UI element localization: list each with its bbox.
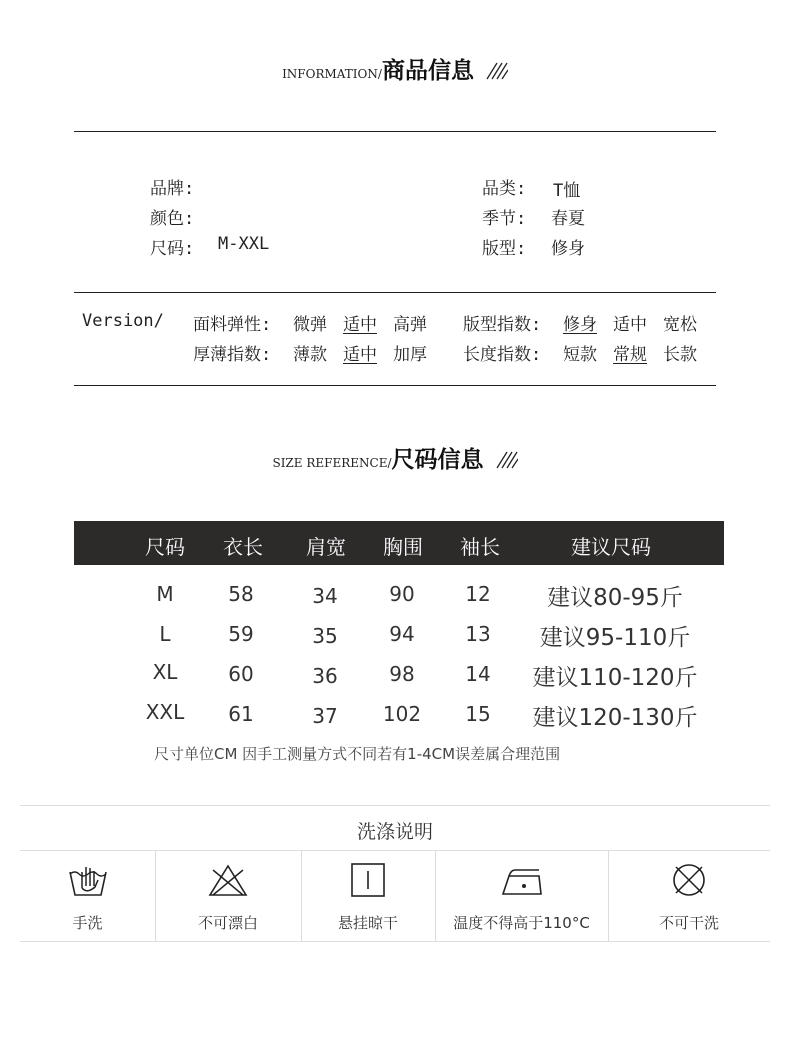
category-label: 品类: [482, 179, 527, 199]
wash-label: 手洗 [72, 914, 103, 932]
table-cell: 94 [389, 622, 415, 646]
fit-label: 版型: [482, 239, 527, 259]
wash-top-divider [20, 805, 770, 806]
iron-icon [499, 862, 545, 898]
fit-index-option-2: 适中 [613, 315, 647, 335]
size-title-cn: 尺码信息 [391, 447, 484, 473]
wash-item-iron [435, 862, 608, 933]
size-label: 尺码: [150, 239, 195, 259]
wash-label: 不可干洗 [658, 914, 719, 932]
elasticity-option-1: 微弹 [293, 315, 327, 335]
table-cell: 60 [228, 662, 254, 686]
thickness-option-1: 薄款 [293, 345, 327, 365]
table-cell: 61 [228, 702, 254, 726]
color-label: 颜色: [150, 209, 195, 229]
wash-label: 温度不得高于110°C [453, 914, 590, 932]
table-cell: 102 [382, 702, 422, 726]
season-value: 春夏 [551, 209, 585, 229]
table-cell: 13 [465, 622, 491, 646]
header-sleeve: 袖长 [460, 535, 500, 559]
wash-bottom-divider [20, 941, 770, 942]
wash-item-hang-dry [301, 862, 435, 933]
elasticity-option-2-selected: 适中 [343, 315, 377, 335]
hatch-decoration-icon [496, 451, 518, 469]
version-label: Version/ [82, 311, 164, 331]
header-chest: 胸围 [383, 535, 423, 559]
fit-value: 修身 [551, 239, 585, 259]
thickness-option-3: 加厚 [393, 345, 427, 365]
fit-index-option-3: 宽松 [663, 315, 697, 335]
wash-item-hand-wash [20, 862, 155, 933]
table-cell: 90 [389, 582, 415, 606]
info-middle-divider [74, 292, 716, 293]
brand-label: 品牌: [150, 179, 195, 199]
info-section-title [0, 52, 790, 85]
table-cell: 58 [228, 582, 254, 606]
fit-index-option-1-selected: 修身 [563, 315, 597, 335]
category-value: T恤 [553, 181, 581, 201]
hang-dry-icon [347, 862, 389, 898]
table-cell: 37 [312, 704, 338, 728]
size-title-en: SIZE REFERENCE/ [272, 456, 392, 470]
hand-wash-icon [67, 862, 109, 898]
info-title-en: INFORMATION/ [282, 67, 382, 81]
header-length: 衣长 [223, 535, 263, 559]
size-section-title [0, 441, 790, 474]
wash-label: 不可漂白 [197, 914, 258, 932]
info-bottom-divider [74, 385, 716, 386]
table-cell: 建议95-110斤 [539, 625, 691, 651]
no-dry-clean-icon [668, 862, 710, 898]
season-label: 季节: [482, 209, 527, 229]
table-cell: 12 [465, 582, 491, 606]
table-cell: XL [152, 660, 178, 684]
wash-item-no-bleach [155, 862, 301, 933]
length-index-option-1: 短款 [563, 345, 597, 365]
table-cell: 36 [312, 664, 338, 688]
thickness-option-2-selected: 适中 [343, 345, 377, 365]
table-cell: M [156, 582, 174, 606]
size-value: M-XXL [218, 234, 270, 254]
table-cell: 59 [228, 622, 254, 646]
length-index-option-3: 长款 [663, 345, 697, 365]
table-cell: L [159, 622, 171, 646]
wash-header-divider [20, 850, 770, 851]
table-cell: 34 [312, 584, 338, 608]
thickness-label: 厚薄指数: [193, 345, 272, 365]
table-cell: 35 [312, 624, 338, 648]
header-size: 尺码 [145, 535, 185, 559]
length-index-option-2-selected: 常规 [613, 345, 647, 365]
table-cell: 建议110-120斤 [532, 665, 698, 691]
hatch-decoration-icon [486, 62, 508, 80]
table-cell: 建议120-130斤 [532, 705, 698, 731]
size-note: 尺寸单位CM 因手工测量方式不同若有1-4CM误差属合理范围 [154, 745, 561, 763]
elasticity-option-3: 高弹 [393, 315, 427, 335]
info-title-cn: 商品信息 [381, 58, 474, 84]
table-cell: 15 [465, 702, 491, 726]
wash-title: 洗涤说明 [356, 821, 433, 843]
table-cell: 98 [389, 662, 415, 686]
wash-label: 悬挂晾干 [337, 914, 398, 932]
length-index-label: 长度指数: [463, 345, 542, 365]
elasticity-label: 面料弹性: [193, 315, 272, 335]
header-recommended: 建议尺码 [571, 535, 651, 559]
header-shoulder: 肩宽 [306, 535, 346, 559]
info-top-divider [74, 131, 716, 132]
table-cell: 14 [465, 662, 491, 686]
table-cell: 建议80-95斤 [547, 585, 683, 611]
wash-item-no-dry-clean [608, 862, 770, 933]
table-cell: XXL [145, 700, 185, 724]
fit-index-label: 版型指数: [463, 315, 542, 335]
no-bleach-icon [207, 862, 249, 898]
